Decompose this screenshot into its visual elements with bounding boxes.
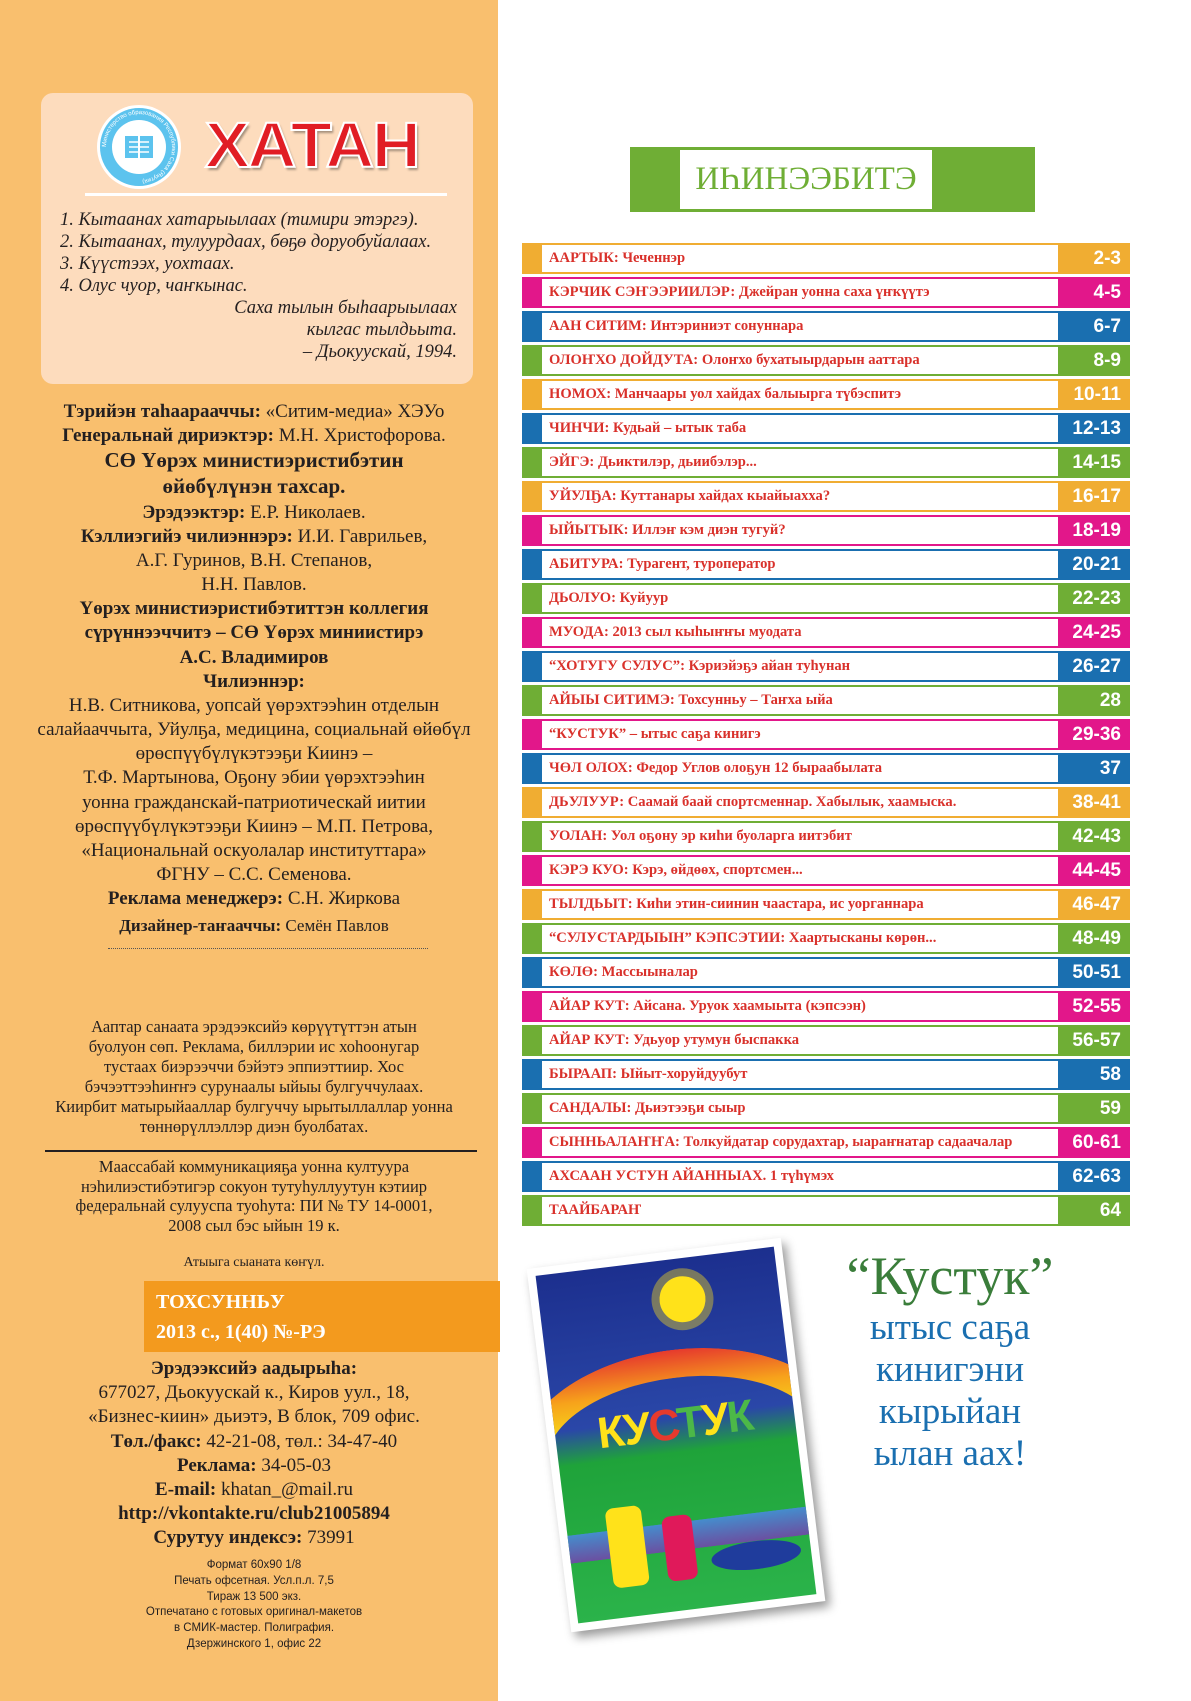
toc-row[interactable] (522, 923, 1130, 954)
label-text: Төл./факс: (110, 1430, 202, 1452)
credit-line (14, 766, 494, 790)
print-info-line: в СМИК-мастер. Полиграфия. (173, 1622, 335, 1635)
toc-entry-title[interactable]: ААН СИТИМ: Интэриниэт сонуннара (549, 318, 804, 334)
motto-source: кылгас тылдьыта. (306, 320, 457, 340)
toc-entry-title[interactable]: ОЛОҤХО ДОЙДУТА: Олоҥхо бухатыырдарын ааттара (549, 352, 920, 368)
toc-row[interactable] (522, 685, 1130, 716)
toc-entry-title[interactable]: ЫЙЫТЫК: Иллэҥ кэм диэн тугуй? (549, 522, 786, 538)
cover-title: КУСТУК (594, 1390, 755, 1459)
value-text: И.И. Гаврильев, (292, 525, 428, 547)
toc-page-number: 12-13 (1058, 413, 1130, 444)
toc-entry-title[interactable]: “ХОТУГУ СУЛУС”: Кэриэйэҕэ айан туһунан (549, 658, 851, 674)
value-text: салайааччыта, Уйулҕа, медицина, социальнай өйөбүл (37, 719, 471, 741)
color-strip (522, 447, 542, 478)
contents-title: ИҺИНЭЭБИТЭ (680, 150, 932, 209)
label-text: Кэллиэгийэ чилиэннэрэ: (80, 525, 293, 547)
registration-line: нэһилиэстибэтигэр сокуон тутуһуллуутун кэтиир (80, 1176, 428, 1196)
toc-row[interactable] (522, 583, 1130, 614)
color-strip (522, 1161, 542, 1192)
value-text: С.Н. Жиркова (283, 888, 401, 910)
promo-line: ылан аах! (873, 1433, 1027, 1474)
color-strip (522, 1025, 542, 1056)
registration-line: федеральнай сулууспа туоһута: ПИ № ТУ 14-0001, (75, 1196, 433, 1216)
toc-page-number: 60-61 (1058, 1127, 1130, 1158)
credit-line (14, 400, 494, 424)
toc-row[interactable] (522, 1059, 1130, 1090)
label-text: http://vkontakte.ru/club21005894 (118, 1503, 390, 1525)
toc-entry-title[interactable]: СЫННЬАЛАҤҤА: Толкуйдатар сорудахтар, ыараҥнатар садаачалар (549, 1134, 1013, 1150)
motto-item: 3. Күүстээх, уохтаах. (60, 254, 235, 274)
registration-info (14, 1157, 494, 1236)
address-line (14, 1357, 494, 1381)
designer-credit (14, 915, 494, 937)
toc-entry-title[interactable]: ДЬОЛУО: Куйуур (549, 590, 669, 606)
toc-page-number: 46-47 (1058, 889, 1130, 920)
toc-row[interactable] (522, 1195, 1130, 1226)
toc-row[interactable] (522, 787, 1130, 818)
print-info-line: Тираж 13 500 экз. (206, 1590, 302, 1603)
toc-entry-title[interactable]: АЙЫЫ СИТИМЭ: Тохсунньу – Таҥха ыйа (549, 692, 833, 708)
contents-heading (630, 147, 1035, 212)
value-text: ФГНУ – С.С. Семенова. (156, 863, 352, 885)
toc-entry-title[interactable]: “КУСТУК” – ытыс саҕа кинигэ (549, 726, 761, 742)
credit-line (14, 448, 494, 474)
label-text: Сурутуу индексэ: (153, 1527, 303, 1549)
toc-row[interactable] (522, 889, 1130, 920)
toc-entry-title[interactable]: КӨЛӨ: Массыыналар (549, 964, 698, 980)
toc-row[interactable] (522, 1093, 1130, 1124)
promo-line: кинигэни (875, 1349, 1025, 1390)
value-text: Н.В. Ситникова, уопсай үөрэхтээһин отделын (68, 694, 440, 716)
disclaimer-line: буолуон сөп. Реклама, биллэрии ис хоһоонугар (88, 1037, 420, 1056)
credit-line (14, 474, 494, 500)
toc-page-number: 52-55 (1058, 991, 1130, 1022)
address-line (14, 1381, 494, 1405)
toc-row[interactable] (522, 855, 1130, 886)
color-strip (522, 957, 542, 988)
dotted-divider (108, 948, 428, 949)
address-line (14, 1430, 494, 1454)
color-strip (522, 685, 542, 716)
toc-page-number: 24-25 (1058, 617, 1130, 648)
value-text: М.Н. Христофорова. (273, 425, 446, 447)
credit-line (14, 501, 494, 525)
motto-item: 2. Кытаанах, тулуурдаах, бөҕө доруобуйалаах. (60, 232, 432, 252)
toc-page-number: 8-9 (1058, 345, 1130, 376)
color-strip (522, 481, 542, 512)
label-text: Тэрийэн таһаарааччы: (63, 401, 261, 422)
sun-icon (657, 1274, 708, 1325)
address-line (14, 1502, 494, 1526)
credit-line (14, 573, 494, 597)
motto-item: 1. Кытаанах хатарыылаах (тимири этэргэ). (60, 210, 419, 230)
toc-row[interactable] (522, 379, 1130, 410)
disclaimer-line: тустаах биэрээччи бэйэтэ эппиэттиир. Хос (104, 1057, 404, 1076)
color-strip (522, 719, 542, 750)
label-text: сүрүннээччитэ – СӨ Үөрэх миниистирэ (84, 622, 424, 644)
credit-line (14, 525, 494, 549)
toc-row[interactable] (522, 515, 1130, 546)
toc-entry-title[interactable]: АЙАР КУТ: Удьуор утумун быспакка (549, 1032, 800, 1048)
toc-entry-title[interactable]: КЭРЧИК СЭҤЭЭРИИЛЭР: Джейран уонна саха үҥкүүтэ (549, 284, 930, 300)
toc-page-number: 26-27 (1058, 651, 1130, 682)
toc-page-number: 18-19 (1058, 515, 1130, 546)
color-strip (522, 413, 542, 444)
disclaimer (14, 1017, 494, 1137)
registration-line: 2008 сыл бэс ыйын 19 к. (168, 1216, 340, 1236)
credit-line (14, 646, 494, 670)
toc-row[interactable] (522, 311, 1130, 342)
toc-entry-title[interactable]: “СУЛУСТАРДЫЫН” КЭПСЭТИИ: Хаартысканы көрөн... (549, 930, 937, 946)
toc-row[interactable] (522, 821, 1130, 852)
disclaimer-line: Киирбит матырыйааллар булгуччу ырытыллаллар уонна (55, 1097, 453, 1116)
color-strip (522, 243, 542, 274)
value-text: «Ситим-медиа» ХЭУо (260, 401, 445, 422)
masthead-panel (0, 0, 498, 1701)
label-text: А.С. Владимиров (179, 646, 329, 668)
color-strip (522, 651, 542, 682)
color-strip (522, 1093, 542, 1124)
color-strip (522, 617, 542, 648)
value-text: 42-21-08, төл.: 34-47-40 (201, 1430, 398, 1452)
toc-page-number: 16-17 (1058, 481, 1130, 512)
toc-entry-title[interactable]: НОМОХ: Манчаары уол хайдах балыырга түбэспитэ (549, 386, 902, 402)
credit-line (14, 718, 494, 742)
heading-text: өйөбүлүнэн тахсар. (162, 474, 346, 499)
toc-page-number: 58 (1058, 1059, 1130, 1090)
heading-text: СӨ Үөрэх министиэристибэтин (104, 448, 404, 473)
print-info-line: Формат 60x90 1/8 (206, 1559, 302, 1571)
color-strip (522, 277, 542, 308)
color-strip (522, 1059, 542, 1090)
print-info-line: Печать офсетная. Усл.п.л. 7,5 (174, 1574, 334, 1587)
toc-page-number: 59 (1058, 1093, 1130, 1124)
toc-entry-title[interactable]: АБИТУРА: Турагент, туроператор (549, 556, 776, 572)
color-strip (522, 1195, 542, 1226)
registration-line: Маассабай коммуникацияҕа уонна култуура (98, 1157, 410, 1176)
ministry-seal-icon (96, 104, 182, 190)
disclaimer-line: бэчээттээһиҥҥэ сурунаалы ыйыы булгуччулаах. (84, 1077, 424, 1096)
editorial-address (14, 1357, 494, 1551)
promo-line: ытыс саҕа (869, 1307, 1031, 1348)
credit-line (14, 597, 494, 621)
issue-number: 2013 с., 1(40) №-РЭ (156, 1321, 326, 1343)
value-text: «Бизнес-киин» дьиэтэ, В блок, 709 офис. (88, 1406, 420, 1428)
toc-entry-title[interactable]: КЭРЭ КУО: Кэрэ, өйдөөх, спортсмен... (549, 862, 803, 878)
magazine-logo: ХАТАН (205, 109, 419, 181)
toc-page-number: 29-36 (1058, 719, 1130, 750)
toc-entry-title[interactable]: САНДАЛЫ: Дьиэтээҕи сыыр (549, 1100, 746, 1116)
seal-text: Министерство образования Республики Саха (Якутия) (101, 109, 177, 184)
price-note: Атыыга сыаната көҥүл. (183, 1255, 325, 1270)
color-strip (522, 345, 542, 376)
value-text: Н.Н. Павлов. (201, 574, 307, 596)
designer-label: Дизайнер-таҥааччы: (119, 916, 282, 935)
toc-page-number: 48-49 (1058, 923, 1130, 954)
toc-row[interactable] (522, 277, 1130, 308)
toc-row[interactable] (522, 481, 1130, 512)
color-strip (522, 583, 542, 614)
label-text: Реклама: (177, 1454, 257, 1476)
color-strip (522, 515, 542, 546)
label-text: Генеральнай дириэктэр: (62, 425, 274, 447)
credit-line (14, 791, 494, 815)
color-strip (522, 753, 542, 784)
value-text: 677027, Дьокуускай к., Киров уул., 18, (98, 1382, 410, 1404)
color-strip (522, 1127, 542, 1158)
address-line (14, 1454, 494, 1478)
issue-month: ТОХСУННЬУ (156, 1291, 285, 1313)
toc-entry-title[interactable]: ЧӨЛ ОЛОХ: Федор Углов олоҕун 12 быраабылата (549, 760, 883, 776)
color-strip (522, 923, 542, 954)
divider (85, 193, 447, 196)
toc-page-number: 28 (1058, 685, 1130, 716)
credit-line (14, 742, 494, 766)
toc-page-number: 62-63 (1058, 1161, 1130, 1192)
toc-entry-title[interactable]: ААРТЫК: Чеченнэр (549, 250, 686, 266)
value-text: Е.Р. Николаев. (245, 501, 366, 523)
value-text: khatan_@mail.ru (216, 1479, 353, 1501)
toc-entry-title[interactable]: ТААЙБАРАҤ (549, 1202, 642, 1218)
credit-line (14, 621, 494, 645)
toc-row[interactable] (522, 413, 1130, 444)
toc-page-number: 10-11 (1058, 379, 1130, 410)
toc-row[interactable] (522, 243, 1130, 274)
credit-line (14, 670, 494, 694)
toc-page-number: 20-21 (1058, 549, 1130, 580)
toc-page-number: 38-41 (1058, 787, 1130, 818)
label-text: Эрэдээктэр: (142, 501, 246, 523)
toc-entry-title[interactable]: МУОДА: 2013 сыл кыһыҥҥы муодата (549, 624, 802, 640)
toc-entry-title[interactable]: АХСААН УСТУН АЙАННЫАХ. 1 түһүмэх (549, 1168, 834, 1184)
toc-row[interactable] (522, 957, 1130, 988)
toc-page-number: 56-57 (1058, 1025, 1130, 1056)
toc-row[interactable] (522, 651, 1130, 682)
toc-page-number: 37 (1058, 753, 1130, 784)
value-text: А.Г. Гуринов, В.Н. Степанов, (135, 549, 373, 571)
kustuk-cover-image (527, 1238, 826, 1632)
color-strip (522, 855, 542, 886)
address-line (14, 1478, 494, 1502)
editorial-credits (14, 400, 494, 911)
toc-page-number: 64 (1058, 1195, 1130, 1226)
motto-source: – Дьокуускай, 1994. (302, 342, 457, 362)
label-text: Эрэдээксийэ аадырыһа: (150, 1358, 358, 1379)
toc-entry-title[interactable]: УОЛАН: Уол оҕону эр киһи буоларга иитэбит (549, 828, 852, 844)
toc-row[interactable] (522, 1127, 1130, 1158)
color-strip (522, 311, 542, 342)
credit-line (14, 839, 494, 863)
toc-page-number: 50-51 (1058, 957, 1130, 988)
value-text: өрөспүүбүлүкэтээҕи Киинэ – (135, 743, 373, 765)
address-line (14, 1526, 494, 1550)
toc-entry-title[interactable]: ЧИНЧИ: Кудьай – ытык таба (549, 420, 747, 436)
toc-entry-title[interactable]: АЙАР КУТ: Айсана. Уруок хаамыыта (кэпсээн) (549, 998, 866, 1014)
value-text: 34-05-03 (256, 1454, 331, 1476)
promo-title: “Кустук” (846, 1246, 1054, 1306)
print-info (14, 1558, 494, 1653)
toc-row[interactable] (522, 1025, 1130, 1056)
credit-line (14, 424, 494, 448)
toc-row[interactable] (522, 345, 1130, 376)
credit-line (14, 815, 494, 839)
print-info-line: Отпечатано с готовых оригинал-макетов (145, 1606, 363, 1619)
credit-line (14, 549, 494, 573)
cover-illustration (536, 1247, 817, 1624)
motto-source: Саха тылын быһаарыылаах (234, 298, 457, 318)
toc-row[interactable] (522, 753, 1130, 784)
value-text: 73991 (302, 1527, 355, 1549)
toc-page-number: 4-5 (1058, 277, 1130, 308)
value-text: уонна гражданскай-патриотическай иитии (82, 791, 426, 813)
toc-row[interactable] (522, 447, 1130, 478)
color-strip (522, 787, 542, 818)
kustuk-promo (800, 1245, 1100, 1475)
toc-row[interactable] (522, 617, 1130, 648)
value-text: Т.Ф. Мартынова, Оҕону эбии үөрэхтээһин (83, 767, 425, 789)
toc-row[interactable] (522, 549, 1130, 580)
disclaimer-line: төннөрүллэллэр диэн буолбатах. (139, 1117, 369, 1136)
color-strip (522, 549, 542, 580)
divider (45, 1150, 477, 1152)
toc-page-number: 42-43 (1058, 821, 1130, 852)
toc-entry-title[interactable]: УЙУЛҔА: Куттанары хайдах кыайыахха? (549, 488, 831, 504)
toc-row[interactable] (522, 1161, 1130, 1192)
motto-item: 4. Олус чуор, чаҥкынас. (60, 276, 248, 296)
toc-page-number: 44-45 (1058, 855, 1130, 886)
print-info-line: Дзержинского 1, офис 22 (186, 1637, 322, 1650)
designer-name: Семён Павлов (281, 916, 389, 935)
label-text: E-mail: (155, 1479, 217, 1501)
toc-page-number: 22-23 (1058, 583, 1130, 614)
toc-row[interactable] (522, 991, 1130, 1022)
credit-line (14, 863, 494, 887)
color-strip (522, 889, 542, 920)
toc-page-number: 2-3 (1058, 243, 1130, 274)
color-strip (522, 991, 542, 1022)
credit-line (14, 887, 494, 911)
color-strip (522, 821, 542, 852)
label-text: Чилиэннэр: (203, 670, 305, 692)
value-text: өрөспүүбүлүкэтээҕи Киинэ – М.П. Петрова, (75, 815, 433, 837)
toc-entry-title[interactable]: ЭЙГЭ: Дьиктилэр, дьиибэлэр... (549, 454, 757, 470)
toc-page-number: 6-7 (1058, 311, 1130, 342)
toc-entry-title[interactable]: ТЫЛДЬЫТ: Киһи этин-сиинин чаастара, ис уорганнара (549, 896, 924, 912)
color-strip (522, 379, 542, 410)
toc-row[interactable] (522, 719, 1130, 750)
toc-entry-title[interactable]: БЫРААП: Ыйыт-хоруйдуубут (549, 1066, 748, 1082)
motto (60, 209, 457, 363)
disclaimer-line: Ааптар санаата эрэдээксийэ көрүүтүттэн атын (91, 1017, 417, 1036)
value-text: «Национальнай оскуолалар институттара» (81, 839, 427, 861)
address-line (14, 1405, 494, 1429)
label-text: Реклама менеджерэ: (107, 888, 284, 910)
label-text: Үөрэх министиэристибэтиттэн коллегия (79, 598, 429, 620)
toc-page-number: 14-15 (1058, 447, 1130, 478)
toc-entry-title[interactable]: ДЬУЛУУР: Саамай баай спортсменнар. Хабылык, хаамыска. (549, 794, 957, 810)
issue-badge (144, 1281, 500, 1352)
credit-line (14, 694, 494, 718)
promo-line: кырыйан (878, 1391, 1022, 1432)
